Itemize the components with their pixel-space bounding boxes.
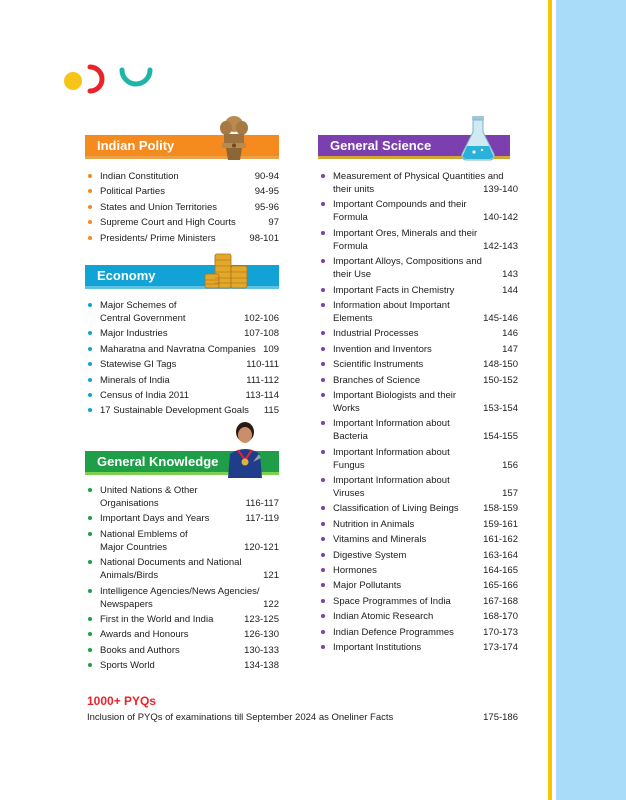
polity-banner: Indian Polity (85, 135, 279, 159)
list-item[interactable]: Statewise GI Tags 110-111 (85, 358, 279, 371)
pyq-page-range: 175-186 (483, 712, 518, 723)
bullet-dot (321, 288, 325, 292)
bullet-dot (321, 378, 325, 382)
list-item[interactable]: Important Information about Fungus 156 (318, 446, 518, 472)
list-item[interactable]: Political Parties 94-95 (85, 185, 279, 198)
list-item[interactable]: Major Schemes of Central Government 102-106 (85, 299, 279, 325)
science-list (318, 170, 518, 656)
science-banner: General Science (318, 135, 510, 159)
list-item[interactable]: Classification of Living Beings 158-159 (318, 502, 518, 515)
bullet-dot (321, 231, 325, 235)
list-item[interactable]: United Nations & Other Organisations 116-117 (85, 484, 279, 510)
list-item[interactable]: Important Ores, Minerals and their Formula 142-143 (318, 227, 518, 253)
bullet-dot (321, 522, 325, 526)
logo-dot-icon (64, 72, 82, 90)
bullet-dot (88, 532, 92, 536)
list-item[interactable]: Presidents/ Prime Ministers 98-101 (85, 232, 279, 245)
list-item[interactable]: Information about Important Elements 145-146 (318, 299, 518, 325)
bullet-dot (88, 378, 92, 382)
bullet-dot (321, 506, 325, 510)
bullet-dot (88, 331, 92, 335)
list-item[interactable]: Branches of Science 150-152 (318, 374, 518, 387)
bullet-dot (321, 450, 325, 454)
list-item[interactable]: Census of India 2011 113-114 (85, 389, 279, 402)
bullet-dot (88, 663, 92, 667)
bullet-dot (321, 303, 325, 307)
bullet-dot (88, 189, 92, 193)
list-item[interactable]: Indian Defence Programmes 170-173 (318, 626, 518, 639)
list-item[interactable]: Important Information about Viruses 157 (318, 474, 518, 500)
list-item[interactable]: Major Industries 107-108 (85, 327, 279, 340)
list-item[interactable]: Vitamins and Minerals 161-162 (318, 533, 518, 546)
pyq-description: Inclusion of PYQs of examinations till September 2024 as Oneliner Facts (87, 712, 394, 723)
bullet-dot (88, 236, 92, 240)
bullet-dot (321, 331, 325, 335)
list-item[interactable]: Industrial Processes 146 (318, 327, 518, 340)
flask-icon (458, 114, 498, 162)
bullet-dot (321, 259, 325, 263)
bullet-dot (321, 478, 325, 482)
list-item[interactable]: Major Pollutants 165-166 (318, 579, 518, 592)
bullet-dot (88, 632, 92, 636)
bullet-dot (88, 174, 92, 178)
list-item[interactable]: Awards and Honours 126-130 (85, 628, 279, 641)
blue-edge-strip (556, 0, 626, 800)
bullet-dot (88, 220, 92, 224)
list-item[interactable]: Important Alloys, Compositions and their Use 143 (318, 255, 518, 281)
list-item[interactable]: Minerals of India 111-112 (85, 374, 279, 387)
bullet-dot (88, 617, 92, 621)
bullet-dot (88, 648, 92, 652)
list-item[interactable]: Important Facts in Chemistry 144 (318, 284, 518, 297)
ashoka-emblem-icon (217, 114, 251, 162)
bullet-dot (321, 347, 325, 351)
list-item[interactable]: National Emblems of Major Countries 120-121 (85, 528, 279, 554)
list-item[interactable]: Nutrition in Animals 159-161 (318, 518, 518, 531)
bullet-dot (321, 645, 325, 649)
bullet-dot (88, 362, 92, 366)
list-item[interactable]: Measurement of Physical Quantities and their units 139-140 (318, 170, 518, 196)
list-item[interactable]: Invention and Inventors 147 (318, 343, 518, 356)
economy-banner: Economy (85, 265, 279, 289)
bullet-dot (88, 488, 92, 492)
polity-list (85, 170, 279, 247)
list-item[interactable]: Important Days and Years 117-119 (85, 512, 279, 525)
bullet-dot (88, 205, 92, 209)
yellow-edge-strip (548, 0, 552, 800)
bullet-dot (88, 303, 92, 307)
bullet-dot (321, 421, 325, 425)
list-item[interactable]: Indian Atomic Research 168-170 (318, 610, 518, 623)
gk-banner: General Knowledge (85, 451, 279, 475)
gk-list (85, 484, 279, 675)
bullet-dot (321, 614, 325, 618)
economy-list (85, 299, 279, 420)
list-item[interactable]: Important Institutions 173-174 (318, 641, 518, 654)
list-item[interactable]: 17 Sustainable Development Goals 115 (85, 404, 279, 417)
list-item[interactable]: Important Compounds and their Formula 140-142 (318, 198, 518, 224)
bullet-dot (88, 589, 92, 593)
list-item[interactable]: National Documents and National Animals/Birds 121 (85, 556, 279, 582)
list-item[interactable]: Digestive System 163-164 (318, 549, 518, 562)
list-item[interactable]: Scientific Instruments 148-150 (318, 358, 518, 371)
bullet-dot (88, 516, 92, 520)
list-item[interactable]: Indian Constitution 90-94 (85, 170, 279, 183)
bullet-dot (88, 408, 92, 412)
bullet-dot (321, 568, 325, 572)
list-item[interactable]: Space Programmes of India 167-168 (318, 595, 518, 608)
bullet-dot (88, 560, 92, 564)
bullet-dot (321, 583, 325, 587)
bullet-dot (321, 362, 325, 366)
list-item[interactable]: Hormones 164-165 (318, 564, 518, 577)
list-item[interactable]: Maharatna and Navratna Companies 109 (85, 343, 279, 356)
list-item[interactable]: States and Union Territories 95-96 (85, 201, 279, 214)
bullet-dot (321, 202, 325, 206)
list-item[interactable]: First in the World and India 123-125 (85, 613, 279, 626)
bullet-dot (321, 553, 325, 557)
bullet-dot (88, 347, 92, 351)
pyq-title: 1000+ PYQs (87, 694, 157, 708)
bullet-dot (321, 174, 325, 178)
list-item[interactable]: Sports World 134-138 (85, 659, 279, 672)
logo-smile-icon (118, 66, 154, 88)
list-item[interactable]: Books and Authors 130-133 (85, 644, 279, 657)
bullet-dot (321, 393, 325, 397)
list-item[interactable]: Important Biologists and their Works 153-154 (318, 389, 518, 415)
list-item[interactable]: Intelligence Agencies/News Agencies/ Newspapers 122 (85, 585, 279, 611)
bullet-dot (321, 599, 325, 603)
bullet-dot (88, 393, 92, 397)
list-item[interactable]: Supreme Court and High Courts 97 (85, 216, 279, 229)
bullet-dot (321, 630, 325, 634)
coin-stack-icon (203, 248, 255, 292)
list-item[interactable]: Important Information about Bacteria 154-155 (318, 417, 518, 443)
bullet-dot (321, 537, 325, 541)
athlete-photo (225, 420, 265, 478)
logo-arc-icon (86, 64, 108, 94)
